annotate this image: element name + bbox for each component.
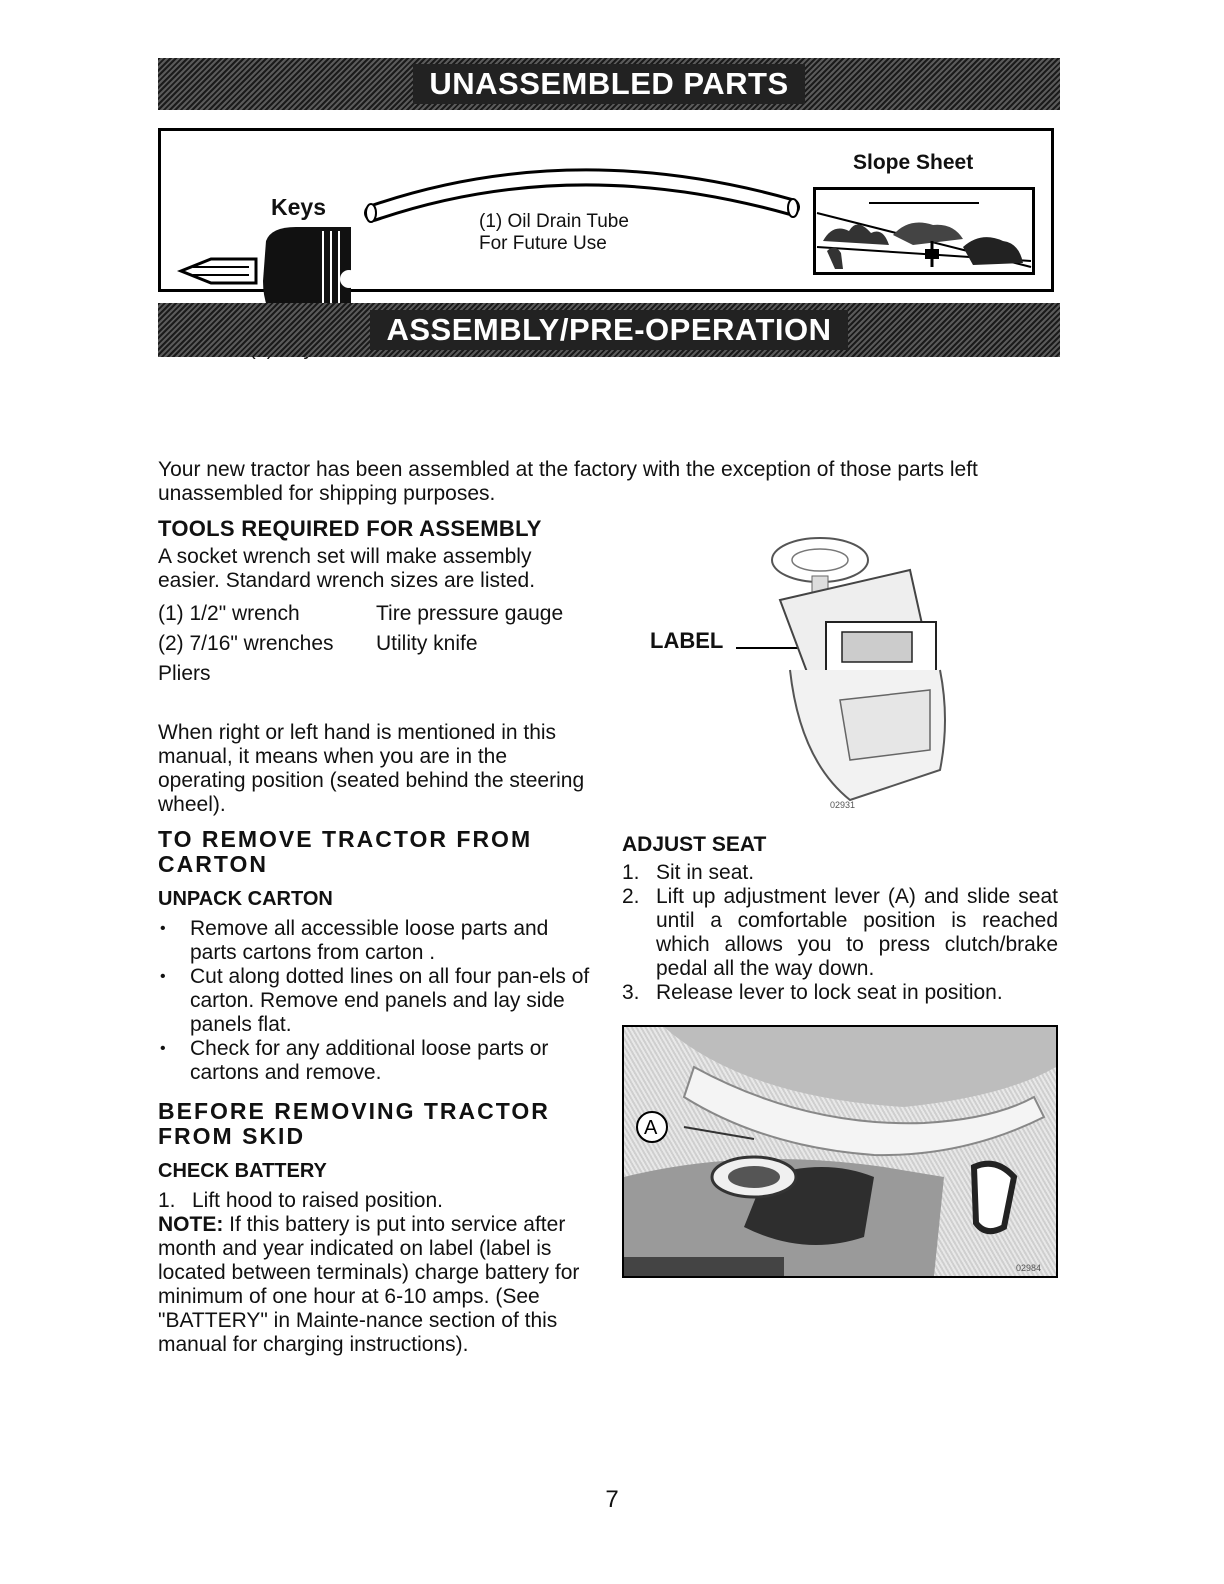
tools-heading: TOOLS REQUIRED FOR ASSEMBLY — [158, 516, 542, 541]
tool-item: Pliers — [158, 662, 211, 685]
tools-row — [158, 659, 594, 689]
unassembled-parts-banner — [158, 58, 1060, 110]
step-text: Lift hood to raised position. — [192, 1189, 443, 1212]
step-item — [158, 1189, 594, 1213]
seat-steps — [622, 861, 1058, 1005]
tube-line-1: (1) Oil Drain Tube — [479, 211, 629, 232]
seat-illustration — [624, 1027, 1056, 1276]
assembly-pre-operation-banner — [158, 303, 1060, 357]
bullet-item: • Remove all accessible loose parts and parts cartons from carton . — [158, 917, 594, 965]
seat-figure-code: 02984 — [1016, 1263, 1042, 1273]
step-number: 1. — [622, 861, 640, 884]
tools-list — [158, 599, 594, 689]
slope-sheet-title: Slope Sheet — [853, 151, 974, 174]
check-battery-heading: CHECK BATTERY — [158, 1160, 327, 1182]
battery-illustration — [730, 520, 980, 820]
step-number: 1. — [158, 1189, 176, 1212]
step-number: 3. — [622, 981, 640, 1004]
unpack-carton-heading: UNPACK CARTON — [158, 888, 333, 910]
left-column — [158, 516, 594, 1357]
bullet-item: • Cut along dotted lines on all four pan-els of carton. Remove end panels and lay side panels flat. — [158, 965, 594, 1037]
callout-a: A — [644, 1117, 658, 1139]
tool-item: Utility knife — [376, 632, 478, 655]
hand-note: When right or left hand is mentioned in this manual, it means when you are in the operating position (seated behind the steering wheel). — [158, 721, 585, 816]
note-text: If this battery is put into service after month and year indicated on label (label is located between terminals) charge battery for minimum of one hour at 6-10 amps. (See "BATTERY" in Mainte-nance section of this manual for charging instructions). — [158, 1213, 580, 1356]
slope-sheet-illustration — [813, 187, 1035, 277]
tool-item: Tire pressure gauge — [376, 602, 564, 625]
tools-text: A socket wrench set will make assembly easier. Standard wrench sizes are listed. — [158, 545, 536, 592]
before-removing-heading: BEFORE REMOVING TRACTOR FROM SKID — [158, 1098, 550, 1149]
unassembled-parts-box — [158, 128, 1054, 292]
battery-steps — [158, 1189, 594, 1213]
tool-item: (2) 7/16" wrenches — [158, 632, 334, 655]
intro-paragraph: Your new tractor has been assembled at the factory with the exception of those parts left unassembled for shipping purposes. — [158, 458, 978, 505]
tool-item: (1) 1/2" wrench — [158, 602, 300, 625]
keys-title: Keys — [271, 194, 326, 220]
step-text: Sit in seat. — [656, 861, 755, 884]
battery-figure-code: 02931 — [830, 800, 856, 810]
right-column — [622, 833, 1058, 1005]
page-number: 7 — [605, 1486, 619, 1513]
seat-adjustment-photo — [622, 1025, 1058, 1278]
banner-title: ASSEMBLY/PRE-OPERATION — [370, 310, 847, 350]
step-item — [622, 981, 1058, 1005]
note-label: NOTE: — [158, 1213, 224, 1236]
bullet-item: • Check for any additional loose parts or cartons and remove. — [158, 1037, 594, 1085]
step-number: 2. — [622, 885, 640, 908]
tube-line-2: For Future Use — [479, 233, 607, 254]
tools-row — [158, 599, 594, 629]
tools-row — [158, 629, 594, 659]
adjust-seat-heading: ADJUST SEAT — [622, 833, 767, 856]
unpack-bullets — [158, 917, 594, 1085]
step-item — [622, 861, 1058, 885]
banner-title: UNASSEMBLED PARTS — [413, 64, 804, 104]
oil-drain-tube-caption — [479, 211, 629, 255]
step-text: Release lever to lock seat in position. — [656, 981, 1003, 1004]
remove-heading: TO REMOVE TRACTOR FROM CARTON — [158, 826, 533, 877]
battery-label-callout: LABEL — [650, 628, 724, 653]
battery-note — [158, 1213, 594, 1357]
step-item — [622, 885, 1058, 981]
step-text: Lift up adjustment lever (A) and slide seat until a comfortable position is reached which allows you to press clutch/brake pedal all the way down. — [656, 885, 1058, 980]
